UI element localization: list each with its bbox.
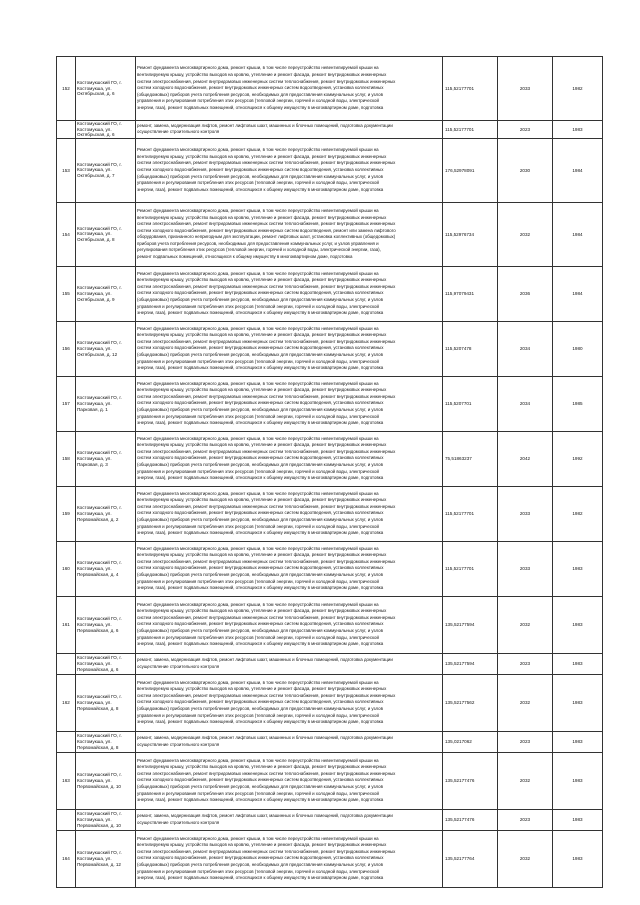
row-number-cell: 158 <box>57 431 76 486</box>
address-cell: Костомукшский ГО, г. Костомукша, ул. Октябрьская, д. 9 <box>76 266 136 321</box>
completion-year-cell: 2032 <box>498 674 553 731</box>
works-line: вентилируемую крышу, устройство выходов на кровлю, утепление и ремонт фасада, ремонт внутридомовых инженерных <box>137 842 387 848</box>
works-description-cell <box>136 431 443 486</box>
works-line: энергии, газа), ремонт подвальных помещений, относящихся к общему имуществу в многоквартирном доме, подготовка <box>137 365 384 371</box>
works-line: систем холодного водоснабжения, ремонт внутридомовых инженерных систем водоотведения, установка коллективных <box>137 777 384 783</box>
row-number-cell <box>57 121 76 139</box>
works-line: осуществление строительного контроля <box>137 741 220 747</box>
works-description-cell <box>136 731 443 752</box>
cost-cell: 115,52976734 <box>443 202 498 266</box>
address-cell: Костомукшский ГО, г. Костомукша, ул. Первомайская, д. 8 <box>76 674 136 731</box>
works-line: регулирования потребления этих ресурсов (тепловой энергии, горячей и холодной воды, электрической энергии, газа), <box>137 247 381 253</box>
cost-cell: 115,5207478 <box>443 321 498 376</box>
build-year-cell: 1980 <box>553 321 603 376</box>
address-cell: Костомукшский ГО, г. Костомукша, ул. Первомайская, д. 4 <box>76 541 136 596</box>
works-line: систем холодного водоснабжения, ремонт внутридомовых инженерных систем водоотведения, установка коллективных <box>137 855 384 861</box>
works-line: энергии, газа), ремонт подвальных помещений, относящихся к общему имуществу в многоквартирном доме, подготовка <box>137 530 384 536</box>
works-line: ремонт, замена, модернизация лифтов, ремонт лифтовых шахт, машинных и блочных помещений, подготовка документации <box>137 122 393 128</box>
address-cell: Костомукшский ГО, г. Костомукша, ул. Первомайская, д. 10 <box>76 752 136 809</box>
works-description-cell <box>136 809 443 830</box>
address-cell: Костомукшский ГО, г. Костомукша, ул. Первомайская, д. 10 <box>76 809 136 830</box>
works-line: энергии, газа), ремонт подвальных помещений, относящихся к общему имуществу в многоквартирном доме, подготовка <box>137 186 384 192</box>
works-line: управления и регулирования потребления этих ресурсов (тепловой энергии, горячей и холодной воды, электрической <box>137 634 379 640</box>
table-row <box>57 541 603 596</box>
row-number-cell: 160 <box>57 541 76 596</box>
cost-cell: 135,52177476 <box>443 752 498 809</box>
works-line: управления и регулирования потребления этих ресурсов (тепловой энергии, горячей и холодной воды, электрической <box>137 98 379 104</box>
works-line: энергии, газа), ремонт подвальных помещений, относящихся к общему имуществу в многоквартирном доме, подготовка <box>137 420 384 426</box>
build-year-cell: 1983 <box>553 653 603 674</box>
works-line: (общедомовых) приборов учета потребления ресурсов, необходимых для предоставления коммунальных услуг, и узлов <box>137 407 383 413</box>
address-cell: Костомукшский ГО, г. Костомукша, ул. Первомайская, д. 6 <box>76 596 136 653</box>
works-line: Ремонт фундамента многоквартирного дома, ремонт крыши, в том числе переустройство невентилируемой крыши на <box>137 435 379 441</box>
completion-year-cell: 2032 <box>498 596 553 653</box>
works-line: систем холодного водоснабжения, ремонт внутридомовых инженерных систем водоотведения, установка коллективных <box>137 85 384 91</box>
row-number-cell: 153 <box>57 138 76 202</box>
document-page <box>56 56 602 888</box>
works-line: систем электроснабжения, ремонт внутридомовых инженерных систем теплоснабжения, ремонт внутридомовых инженерных <box>137 692 396 698</box>
completion-year-cell: 2023 <box>498 121 553 139</box>
works-description-cell <box>136 830 443 887</box>
works-line: вентилируемую крышу, устройство выходов на кровлю, утепление и ремонт фасада, ремонт внутридомовых инженерных <box>137 764 387 770</box>
works-description-cell <box>136 57 443 121</box>
works-line: систем холодного водоснабжения, ремонт внутридомовых инженерных систем водоотведения, установка коллективных <box>137 290 384 296</box>
cost-cell: 135,52177594 <box>443 596 498 653</box>
works-line: ремонт подвальных помещений, относящихся к общему имуществу в многоквартирном доме, подготовка <box>137 254 353 260</box>
build-year-cell: 1984 <box>553 266 603 321</box>
works-line: управления и регулирования потребления этих ресурсов (тепловой энергии, горячей и холодной воды, электрической <box>137 790 379 796</box>
works-line: систем холодного водоснабжения, ремонт внутридомовых инженерных систем водоотведения, ремонт или замена лифтового <box>137 227 396 233</box>
cost-cell: 135,52177476 <box>443 809 498 830</box>
build-year-cell: 1982 <box>553 486 603 541</box>
works-line: вентилируемую крышу, устройство выходов на кровлю, утепление и ремонт фасада, ремонт внутридомовых инженерных <box>137 214 387 220</box>
address-cell: Костомукшский ГО, г. Костомукша, ул. Первомайская, д. 8 <box>76 731 136 752</box>
works-description-cell <box>136 674 443 731</box>
cost-cell: 115,5207701 <box>443 376 498 431</box>
works-line: Ремонт фундамента многоквартирного дома, ремонт крыши, в том числе переустройство невентилируемой крыши на <box>137 757 379 763</box>
works-line: вентилируемую крышу, устройство выходов на кровлю, утепление и ремонт фасада, ремонт внутридомовых инженерных <box>137 277 387 283</box>
completion-year-cell: 2023 <box>498 731 553 752</box>
works-line: систем холодного водоснабжения, ремонт внутридомовых инженерных систем водоотведения, установка коллективных <box>137 621 384 627</box>
works-line: систем холодного водоснабжения, ремонт внутридомовых инженерных систем водоотведения, установка коллективных <box>137 345 384 351</box>
build-year-cell: 1983 <box>553 809 603 830</box>
address-cell: Костомукшский ГО, г. Костомукша, ул. Первомайская, д. 6 <box>76 653 136 674</box>
works-description-cell <box>136 202 443 266</box>
table-row <box>57 202 603 266</box>
works-line: (общедомовых) приборов учета потребления ресурсов, необходимых для предоставления коммунальных услуг, и узлов <box>137 572 383 578</box>
address-cell: Костомукшский ГО, г. Костомукша, ул. Октябрьская, д. 7 <box>76 138 136 202</box>
works-line: систем электроснабжения, ремонт внутридомовых инженерных систем теплоснабжения, ремонт внутридомовых инженерных <box>137 338 396 344</box>
build-year-cell: 1992 <box>553 431 603 486</box>
works-line: систем холодного водоснабжения, ремонт внутридомовых инженерных систем водоотведения, установка коллективных <box>137 565 384 571</box>
table-row <box>57 830 603 887</box>
cost-cell: 176,52978091 <box>443 138 498 202</box>
build-year-cell: 1985 <box>553 376 603 431</box>
works-line: управления и регулирования потребления этих ресурсов (тепловой энергии, горячей и холодной воды, электрической <box>137 303 379 309</box>
works-description-cell <box>136 653 443 674</box>
completion-year-cell: 2032 <box>498 202 553 266</box>
works-line: Ремонт фундамента многоквартирного дома, ремонт крыши, в том числе переустройство невентилируемой крыши на <box>137 270 379 276</box>
cost-cell: 115,52177701 <box>443 57 498 121</box>
completion-year-cell: 2032 <box>498 752 553 809</box>
row-number-cell: 159 <box>57 486 76 541</box>
works-line: Ремонт фундамента многоквартирного дома, ремонт крыши, в том числе переустройство невентилируемой крыши на <box>137 380 379 386</box>
works-description-cell <box>136 596 443 653</box>
build-year-cell: 1983 <box>553 731 603 752</box>
works-description-cell <box>136 486 443 541</box>
works-line: вентилируемую крышу, устройство выходов на кровлю, утепление и ремонт фасада, ремонт внутридомовых инженерных <box>137 686 387 692</box>
row-number-cell: 152 <box>57 57 76 121</box>
address-cell: Костомукшский ГО, г. Костомукша, ул. Октябрьская, д. 6 <box>76 57 136 121</box>
works-line: систем электроснабжения, ремонт внутридомовых инженерных систем теплоснабжения, ремонт внутридомовых инженерных <box>137 393 396 399</box>
address-cell: Костомукшский ГО, г. Костомукша, ул. Октябрьская, д. 6 <box>76 121 136 139</box>
row-number-cell: 162 <box>57 674 76 731</box>
row-number-cell: 157 <box>57 376 76 431</box>
build-year-cell: 1984 <box>553 138 603 202</box>
works-line: систем холодного водоснабжения, ремонт внутридомовых инженерных систем водоотведения, установка коллективных <box>137 699 384 705</box>
table-row <box>57 653 603 674</box>
table-row <box>57 431 603 486</box>
completion-year-cell: 2032 <box>498 830 553 887</box>
row-number-cell <box>57 731 76 752</box>
works-line: вентилируемую крышу, устройство выходов на кровлю, утепление и ремонт фасада, ремонт внутридомовых инженерных <box>137 332 387 338</box>
works-description-cell <box>136 541 443 596</box>
works-line: (общедомовых) приборов учета потребления ресурсов, необходимых для предоставления коммунальных услуг, и узлов <box>137 352 383 358</box>
completion-year-cell: 2042 <box>498 431 553 486</box>
cost-cell: 115,52177701 <box>443 541 498 596</box>
table-row <box>57 121 603 139</box>
works-line: систем холодного водоснабжения, ремонт внутридомовых инженерных систем водоотведения, установка коллективных <box>137 455 384 461</box>
build-year-cell: 1983 <box>553 752 603 809</box>
works-line: приборов учета потребления ресурсов, необходимых для предоставления коммунальных услуг, и узлов управления и <box>137 240 379 246</box>
works-line: Ремонт фундамента многоквартирного дома, ремонт крыши, в том числе переустройство невентилируемой крыши на <box>137 147 379 153</box>
row-number-cell <box>57 653 76 674</box>
works-line: (общедомовых) приборов учета потребления ресурсов, необходимых для предоставления коммунальных услуг, и узлов <box>137 706 383 712</box>
cost-cell: 135,52177764 <box>443 830 498 887</box>
cost-cell: 75,51863237 <box>443 431 498 486</box>
works-line: ремонт, замена, модернизация лифтов, ремонт лифтовых шахт, машинных и блочных помещений, подготовка документации <box>137 657 393 663</box>
works-line: осуществление строительного контроля <box>137 663 220 669</box>
completion-year-cell: 2033 <box>498 57 553 121</box>
cost-cell: 115,52177701 <box>443 121 498 139</box>
works-line: Ремонт фундамента многоквартирного дома, ремонт крыши, в том числе переустройство невентилируемой крыши на <box>137 835 379 841</box>
works-line: систем электроснабжения, ремонт внутридомовых инженерных систем теплоснабжения, ремонт внутридомовых инженерных <box>137 160 396 166</box>
cost-cell: 115,97079431 <box>443 266 498 321</box>
build-year-cell: 1982 <box>553 57 603 121</box>
works-line: управления и регулирования потребления этих ресурсов (тепловой энергии, горячей и холодной воды, электрической <box>137 868 379 874</box>
row-number-cell <box>57 809 76 830</box>
works-line: систем электроснабжения, ремонт внутридомовых инженерных систем теплоснабжения, ремонт внутридомовых инженерных <box>137 448 396 454</box>
works-line: ремонт, замена, модернизация лифтов, ремонт лифтовых шахт, машинных и блочных помещений, подготовка документации <box>137 735 393 741</box>
build-year-cell: 1983 <box>553 541 603 596</box>
address-cell: Костомукшский ГО, г. Костомукша, ул. Первомайская, д. 12 <box>76 830 136 887</box>
works-line: вентилируемую крышу, устройство выходов на кровлю, утепление и ремонт фасада, ремонт внутридомовых инженерных <box>137 497 387 503</box>
cost-cell: 135,0217062 <box>443 731 498 752</box>
works-description-cell <box>136 376 443 431</box>
table-row <box>57 138 603 202</box>
works-line: осуществление строительного контроля <box>137 819 220 825</box>
works-line: ремонт, замена, модернизация лифтов, ремонт лифтовых шахт, машинных и блочных помещений, подготовка документации <box>137 813 393 819</box>
works-line: (общедомовых) приборов учета потребления ресурсов, необходимых для предоставления коммунальных услуг, и узлов <box>137 297 383 303</box>
works-line: управления и регулирования потребления этих ресурсов (тепловой энергии, горячей и холодной воды, электрической <box>137 712 379 718</box>
table-row <box>57 752 603 809</box>
works-line: управления и регулирования потребления этих ресурсов (тепловой энергии, горячей и холодной воды, электрической <box>137 578 379 584</box>
build-year-cell: 1983 <box>553 596 603 653</box>
cost-cell: 135,52177562 <box>443 674 498 731</box>
row-number-cell: 164 <box>57 830 76 887</box>
address-cell: Костомукшский ГО, г. Костомукша, ул. Парковая, д. 1 <box>76 376 136 431</box>
works-line: энергии, газа), ремонт подвальных помещений, относящихся к общему имуществу в многоквартирном доме, подготовка <box>137 310 384 316</box>
works-line: (общедомовых) приборов учета потребления ресурсов, необходимых для предоставления коммунальных услуг, и узлов <box>137 784 383 790</box>
works-line: вентилируемую крышу, устройство выходов на кровлю, утепление и ремонт фасада, ремонт внутридомовых инженерных <box>137 608 387 614</box>
works-line: управления и регулирования потребления этих ресурсов (тепловой энергии, горячей и холодной воды, электрической <box>137 468 379 474</box>
table-row <box>57 376 603 431</box>
build-year-cell: 1983 <box>553 121 603 139</box>
works-line: вентилируемую крышу, устройство выходов на кровлю, утепление и ремонт фасада, ремонт внутридомовых инженерных <box>137 153 387 159</box>
build-year-cell: 1983 <box>553 830 603 887</box>
works-line: управления и регулирования потребления этих ресурсов (тепловой энергии, горячей и холодной воды, электрической <box>137 523 379 529</box>
repair-schedule-table <box>56 56 603 888</box>
build-year-cell: 1983 <box>553 674 603 731</box>
cost-cell: 115,52177701 <box>443 486 498 541</box>
row-number-cell: 154 <box>57 202 76 266</box>
completion-year-cell: 2036 <box>498 266 553 321</box>
works-line: вентилируемую крышу, устройство выходов на кровлю, утепление и ремонт фасада, ремонт внутридомовых инженерных <box>137 552 387 558</box>
table-row <box>57 809 603 830</box>
cost-cell: 135,52177594 <box>443 653 498 674</box>
address-cell: Костомукшский ГО, г. Костомукша, ул. Октябрьская, д. 12 <box>76 321 136 376</box>
works-line: энергии, газа), ремонт подвальных помещений, относящихся к общему имуществу в многоквартирном доме, подготовка <box>137 719 384 725</box>
works-line: Ремонт фундамента многоквартирного дома, ремонт крыши, в том числе переустройство невентилируемой крыши на <box>137 679 379 685</box>
works-line: управления и регулирования потребления этих ресурсов (тепловой энергии, горячей и холодной воды, электрической <box>137 413 379 419</box>
completion-year-cell: 2034 <box>498 321 553 376</box>
works-description-cell <box>136 752 443 809</box>
works-line: Ремонт фундамента многоквартирного дома, ремонт крыши, в том числе переустройство невентилируемой крыши на <box>137 490 379 496</box>
works-line: (общедомовых) приборов учета потребления ресурсов, необходимых для предоставления коммунальных услуг, и узлов <box>137 173 383 179</box>
table-row <box>57 596 603 653</box>
works-line: Ремонт фундамента многоквартирного дома, ремонт крыши, в том числе переустройство невентилируемой крыши на <box>137 601 379 607</box>
works-line: вентилируемую крышу, устройство выходов на кровлю, утепление и ремонт фасада, ремонт внутридомовых инженерных <box>137 442 387 448</box>
address-cell: Костомукшский ГО, г. Костомукша, ул. Парковая, д. 3 <box>76 431 136 486</box>
works-line: систем электроснабжения, ремонт внутридомовых инженерных систем теплоснабжения, ремонт внутридомовых инженерных <box>137 770 396 776</box>
works-line: энергии, газа), ремонт подвальных помещений, относящихся к общему имуществу в многоквартирном доме, подготовка <box>137 475 384 481</box>
works-line: оборудования, признанного непригодным для эксплуатации, ремонт лифтовых шахт, установка коллективных (общедомовых) <box>137 234 396 240</box>
works-line: систем электроснабжения, ремонт внутридомовых инженерных систем теплоснабжения, ремонт внутридомовых инженерных <box>137 503 396 509</box>
address-cell: Костомукшский ГО, г. Костомукша, ул. Первомайская, д. 2 <box>76 486 136 541</box>
table-body <box>57 57 603 888</box>
works-description-cell <box>136 321 443 376</box>
works-line: осуществление строительного контроля <box>137 129 220 135</box>
works-line: (общедомовых) приборов учета потребления ресурсов, необходимых для предоставления коммунальных услуг, и узлов <box>137 91 383 97</box>
works-line: (общедомовых) приборов учета потребления ресурсов, необходимых для предоставления коммунальных услуг, и узлов <box>137 862 383 868</box>
works-line: систем холодного водоснабжения, ремонт внутридомовых инженерных систем водоотведения, установка коллективных <box>137 510 384 516</box>
completion-year-cell: 2023 <box>498 653 553 674</box>
works-line: систем холодного водоснабжения, ремонт внутридомовых инженерных систем водоотведения, установка коллективных <box>137 400 384 406</box>
row-number-cell: 163 <box>57 752 76 809</box>
works-description-cell <box>136 121 443 139</box>
works-line: энергии, газа), ремонт подвальных помещений, относящихся к общему имуществу в многоквартирном доме, подготовка <box>137 641 384 647</box>
build-year-cell: 1984 <box>553 202 603 266</box>
row-number-cell: 156 <box>57 321 76 376</box>
works-line: Ремонт фундамента многоквартирного дома, ремонт крыши, в том числе переустройство невентилируемой крыши на <box>137 325 379 331</box>
works-line: Ремонт фундамента многоквартирного дома, ремонт крыши, в том числе переустройство невентилируемой крыши на <box>137 207 379 213</box>
works-line: энергии, газа), ремонт подвальных помещений, относящихся к общему имуществу в многоквартирном доме, подготовка <box>137 104 384 110</box>
table-row <box>57 674 603 731</box>
table-row <box>57 266 603 321</box>
works-line: Ремонт фундамента многоквартирного дома, ремонт крыши, в том числе переустройство невентилируемой крыши на <box>137 65 379 71</box>
row-number-cell: 161 <box>57 596 76 653</box>
works-line: систем электроснабжения, ремонт внутридомовых инженерных систем теплоснабжения, ремонт внутридомовых инженерных <box>137 283 396 289</box>
works-line: (общедомовых) приборов учета потребления ресурсов, необходимых для предоставления коммунальных услуг, и узлов <box>137 517 383 523</box>
completion-year-cell: 2033 <box>498 486 553 541</box>
works-line: Ремонт фундамента многоквартирного дома, ремонт крыши, в том числе переустройство невентилируемой крыши на <box>137 545 379 551</box>
works-line: систем электроснабжения, ремонт внутридомовых инженерных систем теплоснабжения, ремонт внутридомовых инженерных <box>137 221 396 227</box>
row-number-cell: 155 <box>57 266 76 321</box>
works-line: управления и регулирования потребления этих ресурсов (тепловой энергии, горячей и холодной воды, электрической <box>137 358 379 364</box>
works-line: управления и регулирования потребления этих ресурсов (тепловой энергии, горячей и холодной воды, электрической <box>137 180 379 186</box>
works-line: (общедомовых) приборов учета потребления ресурсов, необходимых для предоставления коммунальных услуг, и узлов <box>137 628 383 634</box>
works-line: систем электроснабжения, ремонт внутридомовых инженерных систем теплоснабжения, ремонт внутридомовых инженерных <box>137 558 396 564</box>
address-cell: Костомукшский ГО, г. Костомукша, ул. Октябрьская, д. 8 <box>76 202 136 266</box>
works-description-cell <box>136 138 443 202</box>
works-line: вентилируемую крышу, устройство выходов на кровлю, утепление и ремонт фасада, ремонт внутридомовых инженерных <box>137 387 387 393</box>
table-row <box>57 486 603 541</box>
works-line: энергии, газа), ремонт подвальных помещений, относящихся к общему имуществу в многоквартирном доме, подготовка <box>137 585 384 591</box>
completion-year-cell: 2030 <box>498 138 553 202</box>
works-line: вентилируемую крышу, устройство выходов на кровлю, утепление и ремонт фасада, ремонт внутридомовых инженерных <box>137 72 387 78</box>
works-line: (общедомовых) приборов учета потребления ресурсов, необходимых для предоставления коммунальных услуг, и узлов <box>137 462 383 468</box>
completion-year-cell: 2033 <box>498 541 553 596</box>
works-line: систем электроснабжения, ремонт внутридомовых инженерных систем теплоснабжения, ремонт внутридомовых инженерных <box>137 848 396 854</box>
table-row <box>57 321 603 376</box>
table-row <box>57 731 603 752</box>
works-line: систем электроснабжения, ремонт внутридомовых инженерных систем теплоснабжения, ремонт внутридомовых инженерных <box>137 614 396 620</box>
works-description-cell <box>136 266 443 321</box>
completion-year-cell: 2023 <box>498 809 553 830</box>
works-line: энергии, газа), ремонт подвальных помещений, относящихся к общему имуществу в многоквартирном доме, подготовка <box>137 875 384 881</box>
works-line: энергии, газа), ремонт подвальных помещений, относящихся к общему имуществу в многоквартирном доме, подготовка <box>137 797 384 803</box>
table-row <box>57 57 603 121</box>
completion-year-cell: 2034 <box>498 376 553 431</box>
works-line: систем электроснабжения, ремонт внутридомовых инженерных систем теплоснабжения, ремонт внутридомовых инженерных <box>137 78 396 84</box>
works-line: систем холодного водоснабжения, ремонт внутридомовых инженерных систем водоотведения, установка коллективных <box>137 166 384 172</box>
